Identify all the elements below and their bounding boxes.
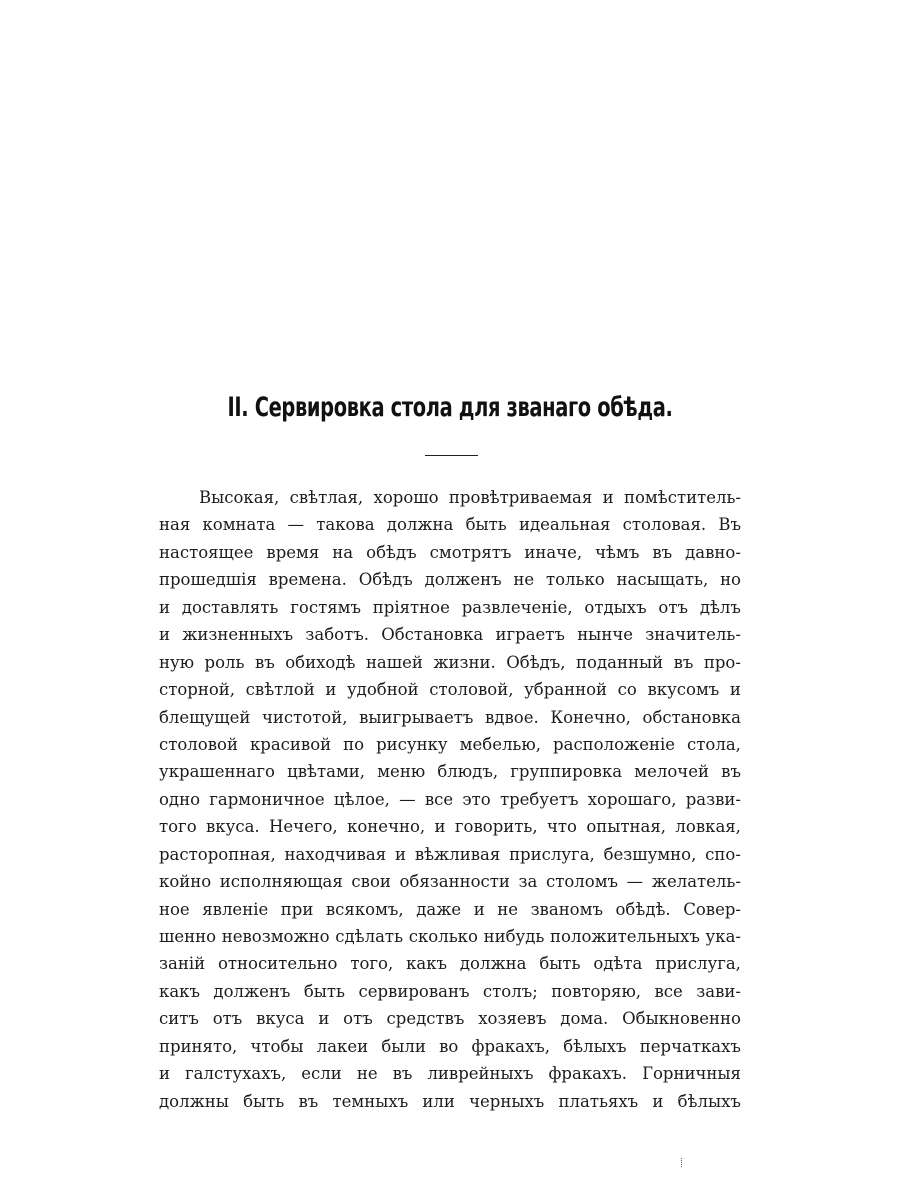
chapter-title: II. Сервировка стола для званаго обѣда. bbox=[227, 392, 673, 423]
text-line: шенно невозможно сдѣлать сколько нибудь положительныхъ ука- bbox=[159, 927, 741, 946]
text-line: заній относительно того, какъ должна быть одѣта прислуга, bbox=[159, 954, 741, 974]
text-line: ное явленіе при всякомъ, даже и не званомъ обѣдѣ. Совер- bbox=[159, 899, 741, 919]
text-line: одно гармоничное цѣлое, — все это требуетъ хорошаго, разви- bbox=[159, 789, 741, 809]
text-line: должны быть въ темныхъ или черныхъ платьяхъ и бѣлыхъ bbox=[159, 1091, 741, 1111]
text-line: того вкуса. Нечего, конечно, и говорить, что опытная, ловкая, bbox=[159, 817, 741, 837]
text-line: расторопная, находчивая и вѣжливая прислуга, безшумно, спо- bbox=[159, 844, 741, 864]
text-line: украшеннаго цвѣтами, меню блюдъ, группировка мелочей въ bbox=[159, 762, 741, 782]
text-line: какъ долженъ быть сервированъ столъ; повторяю, все зави- bbox=[159, 981, 741, 1001]
text-line: блещущей чистотой, выигрываетъ вдвое. Конечно, обстановка bbox=[159, 707, 741, 727]
text-line: ситъ отъ вкуса и отъ средствъ хозяевъ дома. Обыкновенно bbox=[159, 1009, 741, 1029]
text-line: принято, чтобы лакеи были во фракахъ, бѣлыхъ перчаткахъ bbox=[159, 1036, 741, 1056]
text-line: и доставлять гостямъ пріятное развлеченіе, отдыхъ отъ дѣлъ bbox=[159, 597, 741, 617]
body-paragraph bbox=[159, 484, 741, 1115]
text-line: и галстухахъ, если не въ ливрейныхъ фракахъ. Горничныя bbox=[159, 1064, 741, 1084]
text-line: прошедшія времена. Обѣдъ долженъ не только насыщать, но bbox=[159, 570, 741, 590]
text-line: ную роль въ обиходѣ нашей жизни. Обѣдъ, поданный въ про- bbox=[159, 652, 741, 672]
text-line: Высокая, свѣтлая, хорошо провѣтриваемая и помѣститель- bbox=[199, 488, 741, 507]
print-speck bbox=[681, 1158, 684, 1167]
title-divider bbox=[425, 455, 478, 456]
text-line: сторной, свѣтлой и удобной столовой, убранной со вкусомъ и bbox=[159, 680, 741, 700]
text-line: койно исполняющая свои обязанности за столомъ — желатель- bbox=[159, 872, 741, 892]
text-line: настоящее время на обѣдъ смотрятъ иначе, чѣмъ въ давно- bbox=[159, 542, 741, 562]
text-line: ная комната — такова должна быть идеальная столовая. Въ bbox=[159, 515, 741, 535]
text-line: и жизненныхъ заботъ. Обстановка играетъ нынче значитель- bbox=[159, 625, 741, 645]
text-line: столовой красивой по рисунку мебелью, расположеніе стола, bbox=[159, 734, 741, 754]
